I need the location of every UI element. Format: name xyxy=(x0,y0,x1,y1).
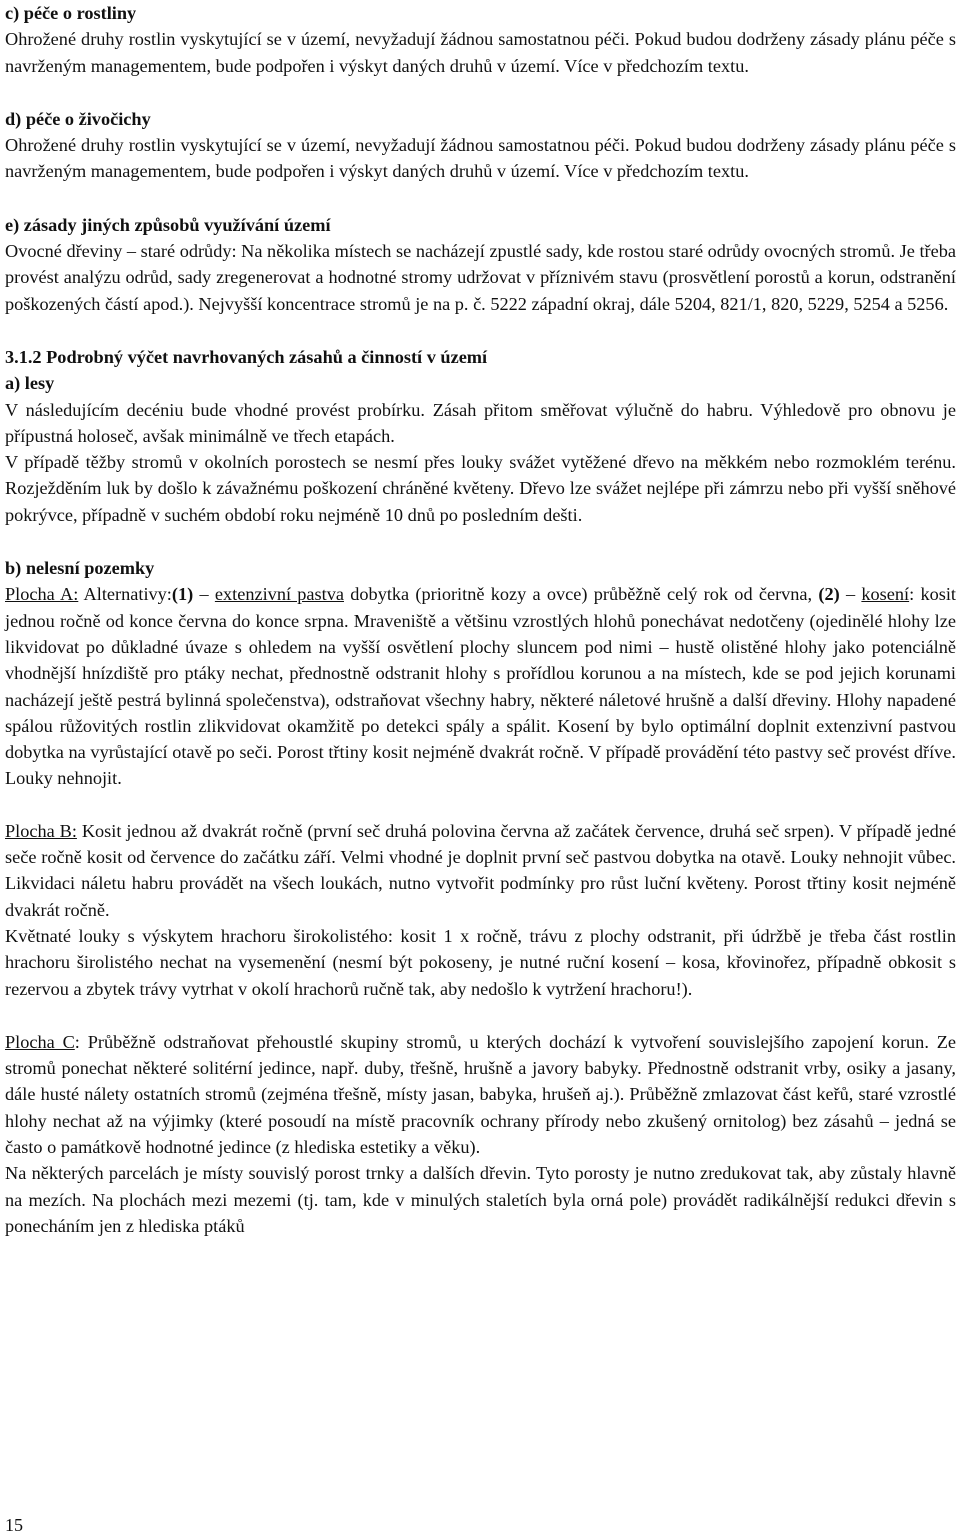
section-e-text: Ovocné dřeviny – staré odrůdy: Na několika místech se nacházejí zpustlé sady, kde rostou staré odrůdy ovocných stromů. Je třeba provést analýzu odrůd, sady zregenerovat a hodnotné stromy udržovat v příznivém stavu (prosvětlení porostů a korun, odstranění poškozených částí apod.). Nejvyšší koncentrace stromů je na p. č. 5222 západní okraj, dále 5204, 821/1, 820, 5229, 5254 a 5256. xyxy=(5,241,956,314)
dash: – xyxy=(845,584,856,605)
plocha-a-alternatives: Alternativy: xyxy=(83,584,172,605)
subsection-a-heading: a) lesy xyxy=(5,373,55,394)
subsection-b-heading: b) nelesní pozemky xyxy=(5,558,155,579)
plocha-c-colon: : xyxy=(74,1031,80,1052)
plocha-a-option-1-text: dobytka (prioritně kozy a ovce) průběžně celý rok od června, xyxy=(350,584,813,605)
plocha-b-paragraph-2: Květnaté louky s výskytem hrachoru širokolistého: kosit 1 x ročně, trávu z plochy odstranit, při údržbě je třeba část rostlin hrachoru širolistého nechat na vysemenění (nesmí být pokoseny, je nutné ruční kosení – kosa, křovinořez, případně obkosit s rezervou a zbytek trávy vytrhat v okolí hrachorů ručně tak, aby nedošlo k vytržení hrachoru!). xyxy=(5,925,956,999)
spacer xyxy=(5,185,956,212)
document-page xyxy=(5,0,956,1239)
plocha-b-label: Plocha B: xyxy=(5,820,77,841)
plocha-a-label: Plocha A: xyxy=(5,584,79,605)
plocha-c-paragraph xyxy=(5,1029,956,1160)
spacer xyxy=(5,317,956,344)
subsection-a-paragraph-1: V následujícím decéniu bude vhodné provést probírku. Zásah přitom směřovat výlučně do habru. Výhledově pro obnovu je přípustná holoseč, avšak minimálně ve třech etapách. xyxy=(5,399,956,446)
plocha-a-option-1-number: (1) xyxy=(171,584,194,605)
plocha-a-option-2-term: kosení xyxy=(861,584,910,605)
plocha-a-paragraph xyxy=(5,581,956,791)
section-e-heading: e) zásady jiných způsobů využívání území xyxy=(5,214,331,235)
plocha-c-label: Plocha C xyxy=(5,1031,75,1052)
plocha-a-option-2-number: (2) xyxy=(818,584,840,605)
plocha-a-option-1-term: extenzivní pastva xyxy=(214,584,344,605)
plocha-b-text: Kosit jednou až dvakrát ročně (první seč druhá polovina června až začátek července, druhá seč srpen). V případě jedné seče ročně kosit od července do začátku září. Velmi vhodné je doplnit první seč pastvou dobytka na otavě. Louky nehnojit vůbec. Likvidaci náletu habru provádět na všech loukách, nutno vytvořit podmínky pro růst luční květeny. Porost třtiny kosit nejméně dvakrát ročně. xyxy=(5,820,956,920)
subsection-a-paragraph-2: V případě těžby stromů v okolních porostech se nesmí přes louky svážet vytěžené dřevo na měkkém nebo rozmoklém terénu. Rozježděním luk by došlo k závažnému poškození chráněné květeny. Dřevo lze svážet nejlépe při zámrzu nebo při vyšší sněhové pokrývce, případně v suchém období roku nejméně 10 dnů po posledním dešti. xyxy=(5,452,956,525)
section-c-text: Ohrožené druhy rostlin vyskytující se v území, nevyžadují žádnou samostatnou péči. Pokud budou dodrženy zásady plánu péče s navrženým managementem, bude podpořen i výskyt daných druhů v území. Více v předchozím textu. xyxy=(5,29,956,76)
section-d-heading: d) péče o živočichy xyxy=(5,108,151,129)
plocha-c-paragraph-2: Na některých parcelách je místy souvislý porost trnky a dalších dřevin. Tyto porosty je nutno zredukovat tak, aby zůstaly hlavně na mezích. Na plochách mezi mezemi (tj. tam, kde v minulých staletích byla orná pole) provádět radikálnější redukci dřevin s ponecháním jen z hlediska ptáků xyxy=(5,1163,956,1236)
page-number: 15 xyxy=(5,1515,23,1535)
spacer xyxy=(5,792,956,818)
dash: – xyxy=(199,584,209,605)
spacer xyxy=(5,1002,956,1029)
plocha-a-rest: : kosit jednou ročně od konce června do konce srpna. Mraveniště a většinu vzrostlých hlohů ponechávat nedotčeny (ojedinělé hlohy lze likvidovat po důkladné úvaze s ohledem na vyšší osvětlení plochy sluncem pod nimi – hustě olistěné hlohy jako potenciálně vhodnější hnízdiště pro ptáky nechat, přednostně odstranit hlohy s prořídlou korunou a na místech, kde se pod jejich korunami nacházejí ještě pestrá bylinná společenstva), odstraňovat všechny habry, některé náletové hrušně a další dřeviny. Hlohy napadené spálou růžovitých rostlin zlikvidovat okamžitě po detekci spály a spálit. Kosení by bylo optimální doplnit extenzivní pastvou dobytka na vyrůstající otavě po seči. Porost třtiny kosit nejméně dvakrát ročně. V případě provádění této pastvy seč provést dříve. Louky nehnojit. xyxy=(5,584,957,789)
spacer xyxy=(5,79,956,106)
spacer xyxy=(5,528,956,555)
plocha-b-paragraph xyxy=(5,818,956,923)
section-d-text: Ohrožené druhy rostlin vyskytující se v území, nevyžadují žádnou samostatnou péči. Pokud budou dodrženy zásady plánu péče s navrženým managementem, bude podpořen i výskyt daných druhů v území. Více v předchozím textu. xyxy=(5,135,956,182)
plocha-c-text: Průběžně odstraňovat přehoustlé skupiny stromů, u kterých dochází k vytvoření souvislejšího zapojení korun. Ze stromů ponechat některé solitérní jedince, např. duby, třešně, hrušně a javory babyky. Přednostně odstranit vrby, osiky a jasany, dále husté nálety ostatních stromů (zejména třešně, místy jasan, babyka, hrušeň aj.). Průběžně zmlazovat část keřů, staré vzrostlé hlohy nechat až na výjimky (které posoudí na místě pracovník ochrany přírody nebo zkušený ornitolog) bez zásahů – jedná se často o památkově hodnotné jedince (z hlediska estetiky a věku). xyxy=(5,1031,956,1157)
section-312-heading: 3.1.2 Podrobný výčet navrhovaných zásahů a činností v území xyxy=(5,346,488,367)
section-c-heading: c) péče o rostliny xyxy=(5,3,137,23)
